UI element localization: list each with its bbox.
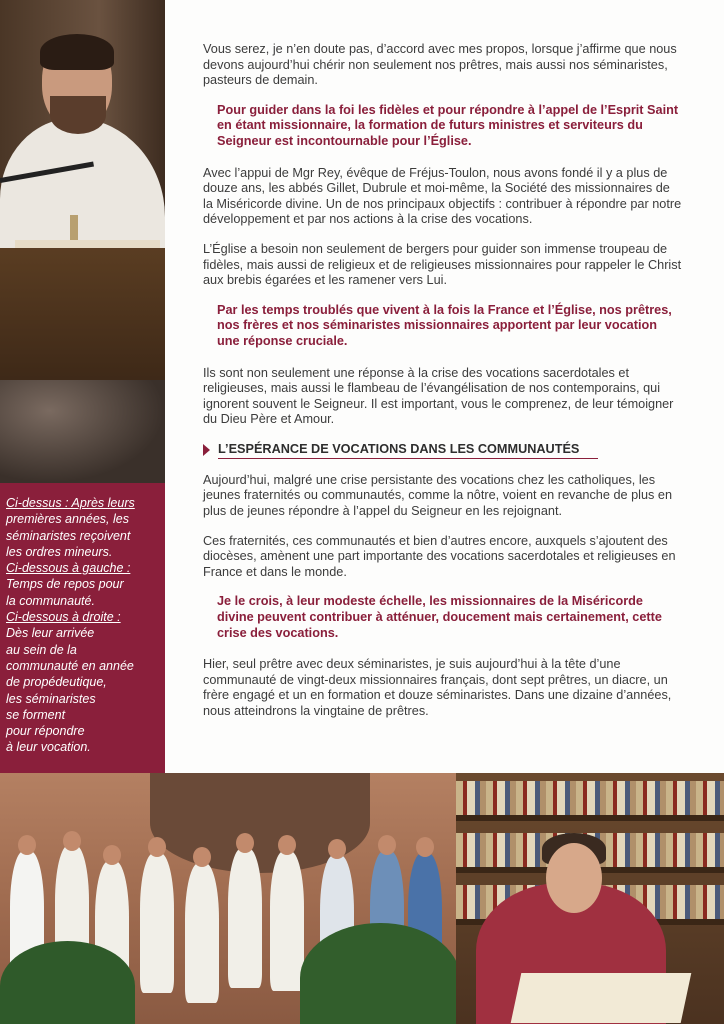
section-title: L’ESPÉRANCE DE VOCATIONS DANS LES COMMUNAUTÉS (218, 441, 580, 456)
main-text-column (203, 42, 683, 734)
caption-line: Temps de repos pour (6, 577, 124, 592)
highlight-quote: Pour guider dans la foi les fidèles et pour répondre à l’appel de l’Esprit Saint en étant missionnaire, la formation de futurs ministres et serviteurs du Seigneur est incontournable pour l’Église. (217, 102, 679, 148)
student-reading-photo (456, 773, 724, 1024)
highlight-quote: Par les temps troublés que vivent à la fois la France et l’Église, nos prêtres, nos frères et nos séminaristes missionnaires apportent par leur vocation une réponse cruciale. (217, 302, 672, 348)
photo-caption (0, 483, 165, 756)
priest-at-lectern-photo (0, 0, 165, 483)
caption-line: de propédeutique, (6, 675, 107, 690)
paragraph: L’Église a besoin non seulement de bergers pour guider son immense troupeau de fidèles, mais aussi de religieux et de religieuses missionnaires pour rappeler le Christ aux brebis égarées et les ramener vers Lui. (203, 241, 682, 288)
caption-line: Ci-dessous à droite : (6, 610, 121, 625)
triangle-bullet-icon (203, 444, 210, 456)
caption-line: Ci-dessus : Après leurs (6, 496, 135, 510)
paragraph: Vous serez, je n’en doute pas, d’accord avec mes propos, lorsque j’affirme que nous devons aujourd’hui chérir non seulement nos prêtres, mais aussi nos séminaristes, pasteurs de demain. (203, 42, 677, 88)
caption-line: la communauté. (6, 593, 95, 608)
caption-line: premières années, les (6, 512, 129, 527)
caption-line: Dès leur arrivée (6, 626, 95, 641)
section-heading (203, 442, 683, 459)
caption-line: communauté en année (6, 658, 134, 673)
caption-line: à leur vocation. (6, 740, 91, 755)
caption-line: pour répondre (6, 724, 85, 739)
community-group-photo (0, 773, 456, 1024)
caption-line: les séminaristes (6, 691, 96, 706)
paragraph: Ces fraternités, ces communautés et bien d’autres encore, auxquels s’ajoutent des diocèses, amènent une part importante des vocations sacerdotales et religieuses en France et dans le monde. (203, 533, 676, 579)
caption-line: séminaristes reçoivent (6, 528, 131, 543)
caption-line: Ci-dessous à gauche : (6, 561, 131, 576)
highlight-quote: Je le crois, à leur modeste échelle, les missionnaires de la Miséricorde divine peuvent contribuer à atténuer, doucement mais certainement, cette crise des vocations. (217, 594, 662, 640)
caption-line: au sein de la (6, 642, 77, 657)
caption-box (0, 483, 165, 773)
caption-line: se forment (6, 707, 66, 722)
paragraph: Aujourd’hui, malgré une crise persistante des vocations chez les catholiques, les jeunes fraternités ou communautés, comme la nôtre, voient en revanche de plus en plus de jeunes répondre à l’appel du Seigneur en les rejoignant. (203, 472, 672, 519)
caption-line: les ordres mineurs. (6, 544, 113, 559)
paragraph: Ils sont non seulement une réponse à la crise des vocations sacerdotales et religieuses, mais aussi le flambeau de l’évangélisation de nos contemporains, qui ignorent souvent le Seigneur. Il est important, vous le comprenez, de leur témoigner du Dieu Père et Amour. (203, 365, 674, 427)
paragraph: Avec l’appui de Mgr Rey, évêque de Fréjus-Toulon, nous avons fondé il y a plus de douze ans, les abbés Gillet, Dubrule et moi-même, la Société des missionnaires de la Miséricorde divine. Un de nos principaux objectifs : contribuer à répondre par notre développement et par nos actions à la crise des vocations. (203, 165, 682, 227)
paragraph: Hier, seul prêtre avec deux séminaristes, je suis aujourd’hui à la tête d’une communauté de vingt-deux missionnaires français, dont sept prêtres, un diacre, un frère engagé et un en formation et douze séminaristes. Dans une dizaine d’années, nous atteindrons la vingtaine de prêtres. (203, 657, 672, 718)
section-rule (218, 458, 598, 459)
